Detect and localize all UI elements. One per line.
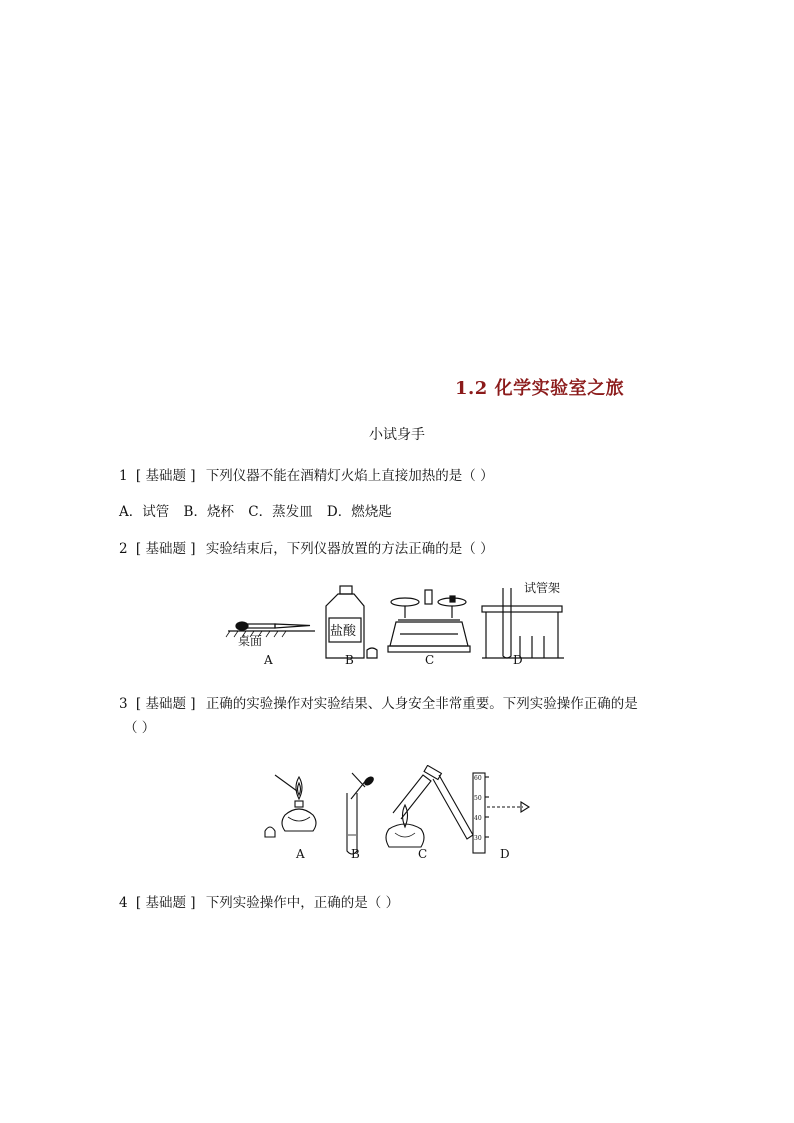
question-3-answer-bracket: （ ） — [124, 720, 156, 736]
scale-tick-40: 40 — [474, 815, 482, 822]
question-3-figure — [255, 765, 545, 863]
rack-label: 试管架 — [524, 581, 561, 595]
scale-tick-60: 60 — [474, 775, 482, 782]
question-tag: [ 基础题 ] — [135, 895, 196, 911]
section-subtitle: 小试身手 — [369, 427, 425, 443]
scale-tick-30: 30 — [474, 835, 482, 842]
question-tag: [ 基础题 ] — [135, 696, 196, 712]
page-title: 1.2 化学实验室之旅 — [455, 378, 625, 399]
dropper-in-test-tube-illustration — [347, 773, 375, 854]
question-number: 1 — [119, 468, 128, 484]
question-number: 4 — [119, 895, 128, 911]
question-3 — [119, 692, 638, 712]
question-text: 下列实验操作中，正确的是（ ） — [205, 895, 400, 911]
option-b: B．烧杯 — [183, 504, 234, 520]
heating-test-tube-illustration — [386, 765, 473, 847]
test-tube-rack-illustration — [482, 588, 564, 658]
reagent-bottle-illustration — [326, 586, 377, 658]
question-2-figure — [220, 578, 570, 670]
figure-label-a: A — [296, 847, 305, 861]
figure-label-c: C — [418, 847, 428, 861]
option-a: A．试管 — [119, 504, 170, 520]
question-2 — [119, 537, 494, 557]
figure-label-b: B — [345, 653, 354, 667]
balance-illustration — [388, 590, 470, 652]
question-text: 实验结束后，下列仪器放置的方法正确的是（ ） — [205, 541, 494, 557]
question-tag: [ 基础题 ] — [135, 468, 196, 484]
alcohol-lamp-lighting-illustration — [265, 775, 316, 837]
question-tag: [ 基础题 ] — [135, 541, 196, 557]
figure-label-c: C — [425, 653, 435, 667]
question-1 — [119, 464, 494, 484]
figure-label-a: A — [264, 653, 273, 667]
question-text: 下列仪器不能在酒精灯火焰上直接加热的是（ ） — [205, 468, 494, 484]
figure-label-b: B — [351, 847, 360, 861]
question-number: 3 — [119, 696, 128, 712]
question-text: 正确的实验操作对实验结果、人身安全非常重要。下列实验操作正确的是 — [205, 696, 638, 712]
bottle-label: 盐酸 — [330, 624, 357, 639]
figure-label-d: D — [500, 847, 510, 861]
question-1-options — [119, 500, 402, 520]
desk-label: 桌面 — [238, 634, 263, 648]
option-d: D．燃烧匙 — [326, 504, 392, 520]
question-number: 2 — [119, 541, 128, 557]
option-c: C．蒸发皿 — [248, 504, 313, 520]
question-4 — [119, 891, 399, 911]
figure-label-d: D — [513, 653, 523, 667]
scale-tick-50: 50 — [474, 795, 482, 802]
